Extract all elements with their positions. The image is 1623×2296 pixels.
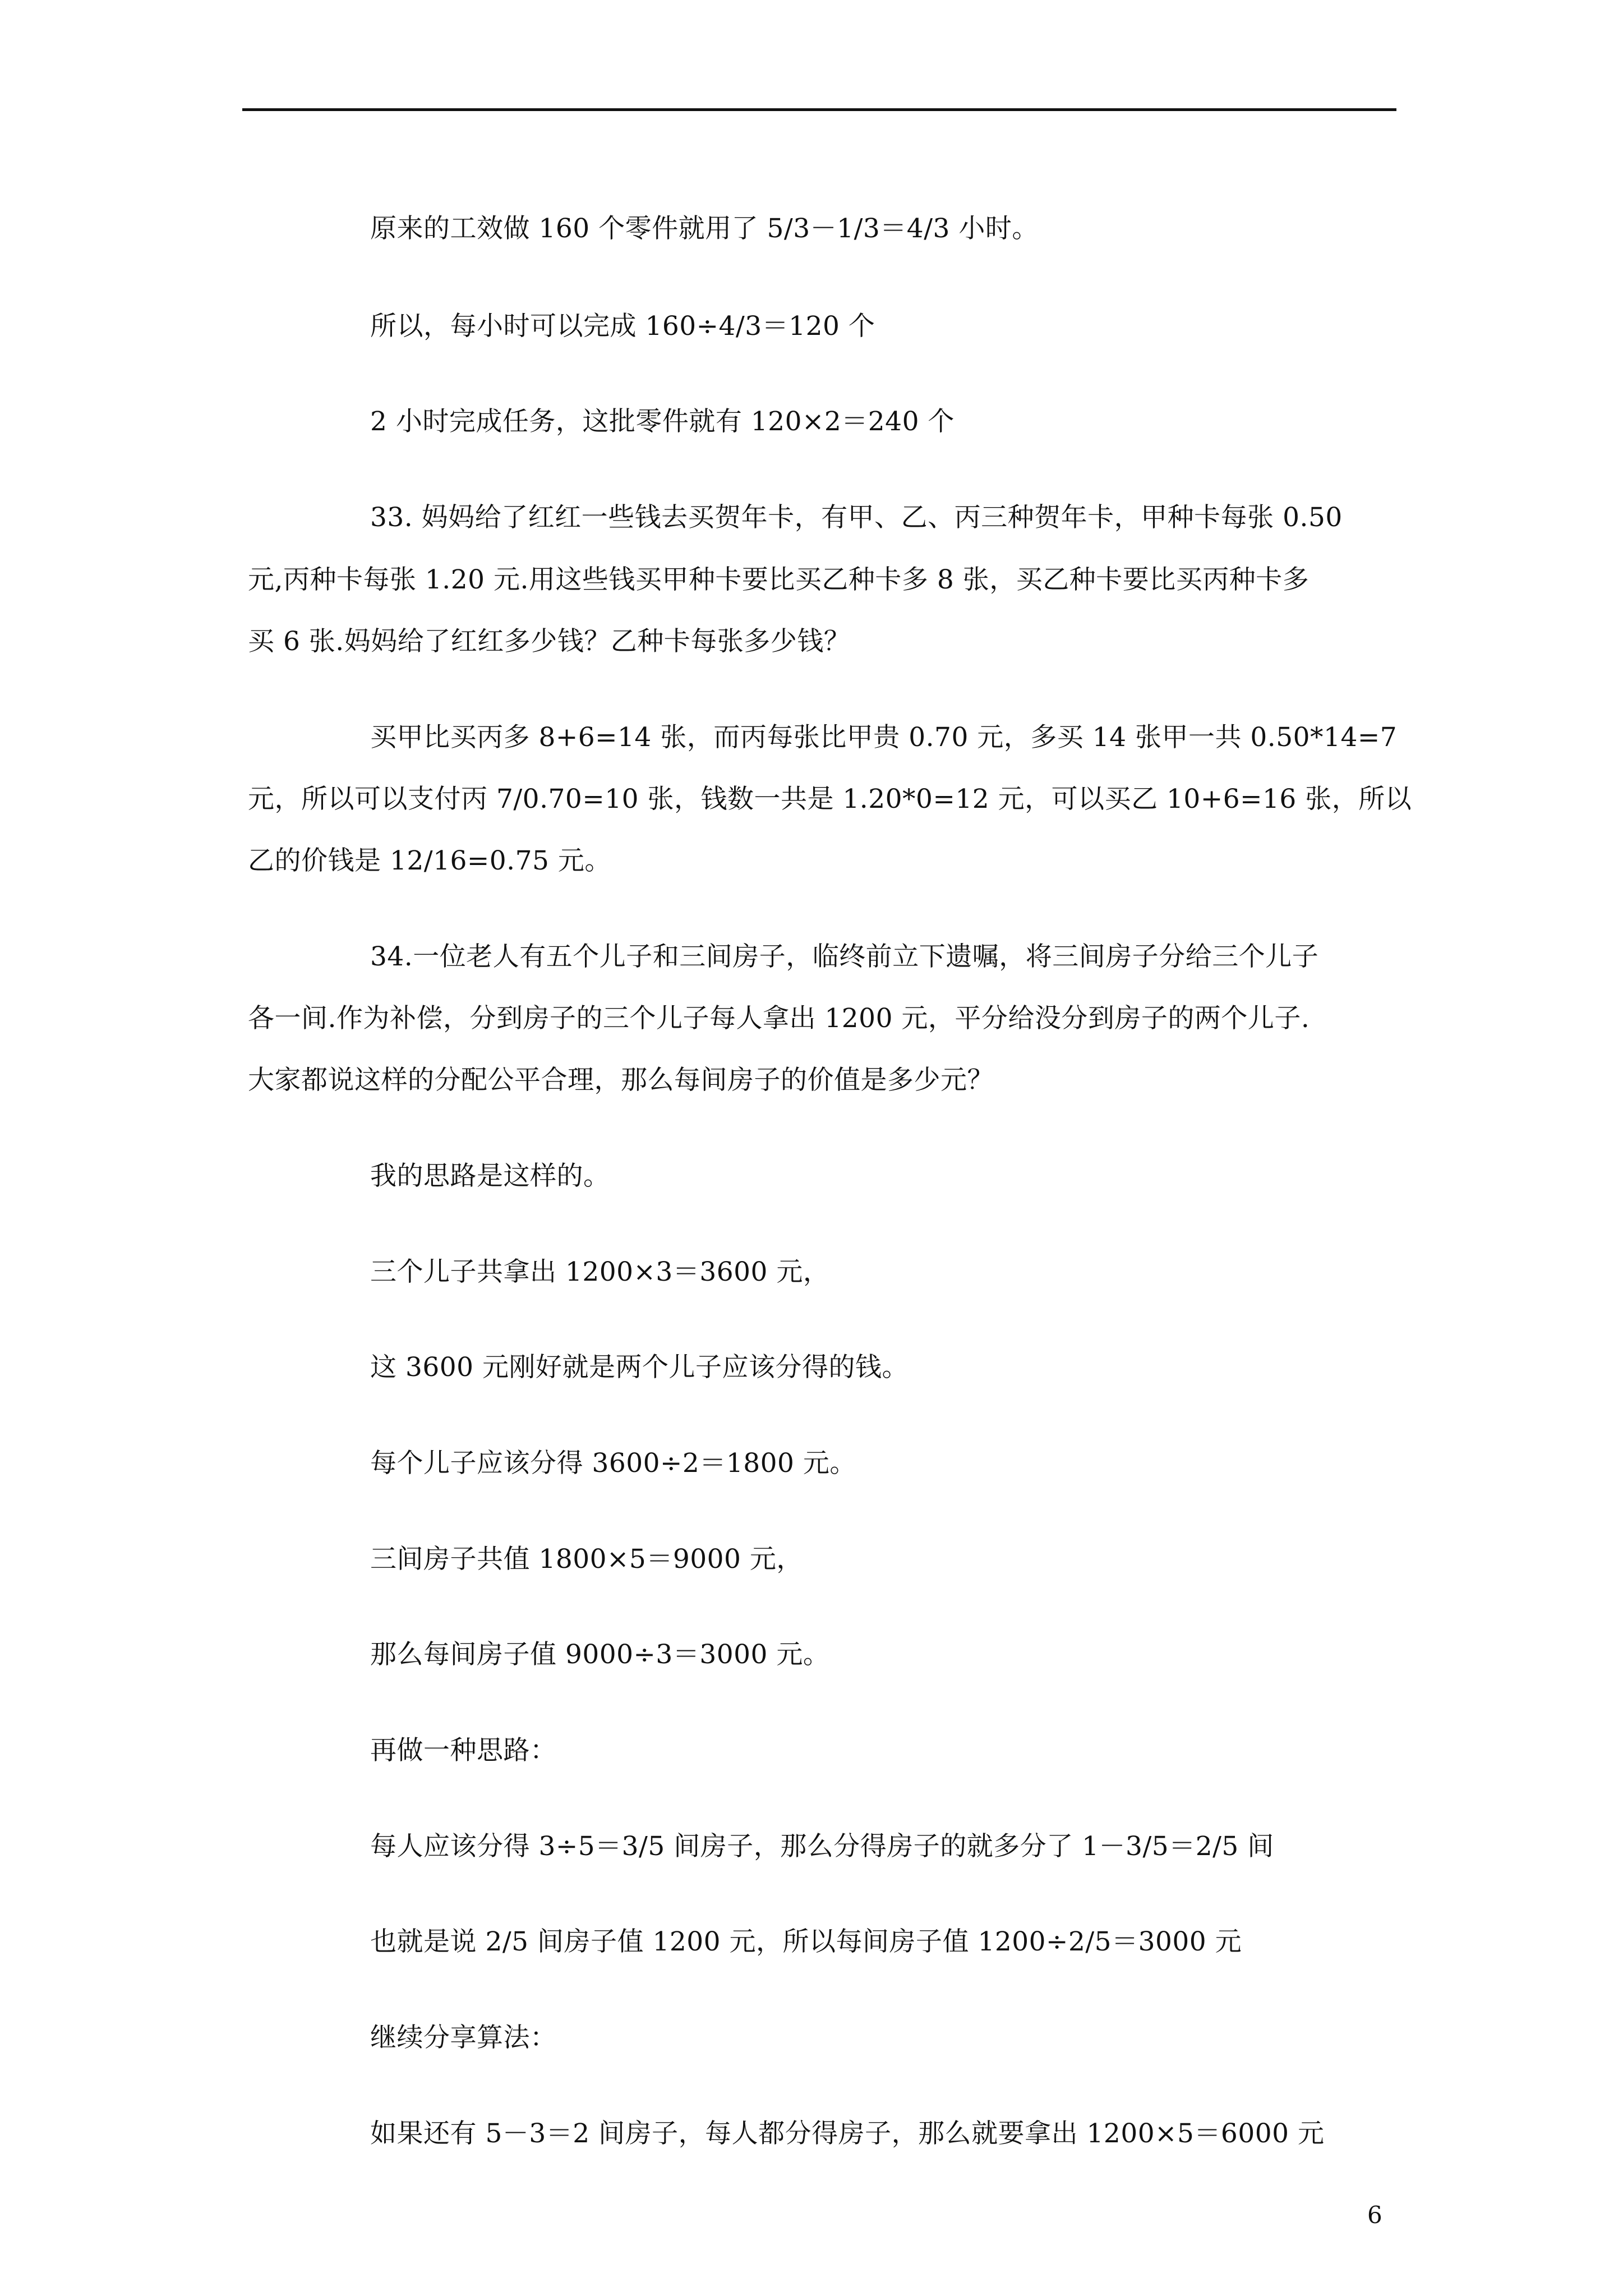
- text-line: 也就是说 2/5 间房子值 1200 元，所以每间房子值 1200÷2/5＝3000 元: [370, 1926, 1242, 1957]
- answer-33-line-1: 买甲比买丙多 8+6=14 张，而丙每张比甲贵 0.70 元，多买 14 张甲一共 0.50*14=7: [370, 722, 1398, 753]
- text-line: 三个儿子共拿出 1200×3＝3600 元，: [370, 1257, 830, 1287]
- text-line: 继续分享算法：: [370, 2022, 557, 2053]
- problem-34-line-2: 各一间.作为补偿，分到房子的三个儿子每人拿出 1200 元，平分给没分到房子的两个儿子.: [248, 1003, 1310, 1034]
- text-line: 再做一种思路：: [370, 1735, 557, 1766]
- text-line: 原来的工效做 160 个零件就用了 5/3－1/3＝4/3 小时。: [370, 213, 1039, 244]
- page-number: 6: [1367, 2201, 1382, 2229]
- text-line: 每个儿子应该分得 3600÷2＝1800 元。: [370, 1448, 856, 1479]
- text-line: 每人应该分得 3÷5＝3/5 间房子，那么分得房子的就多分了 1－3/5＝2/5 间: [370, 1831, 1274, 1862]
- text-line: 所以，每小时可以完成 160÷4/3＝120 个: [370, 311, 875, 342]
- text-line: 这 3600 元刚好就是两个儿子应该分得的钱。: [370, 1352, 909, 1383]
- header-rule: [242, 108, 1396, 111]
- answer-33-line-3: 乙的价钱是 12/16=0.75 元。: [248, 845, 611, 876]
- problem-34-line-1: 34.一位老人有五个儿子和三间房子，临终前立下遗嘱，将三间房子分给三个儿子: [370, 941, 1319, 972]
- text-line: 2 小时完成任务，这批零件就有 120×2＝240 个: [370, 406, 955, 437]
- problem-34-line-3: 大家都说这样的分配公平合理，那么每间房子的价值是多少元？: [248, 1065, 994, 1096]
- text-line: 我的思路是这样的。: [370, 1161, 610, 1191]
- answer-33-line-2: 元，所以可以支付丙 7/0.70=10 张，钱数一共是 1.20*0=12 元，可以买乙 10+6=16 张，所以: [248, 784, 1412, 815]
- problem-33-line-1: 33. 妈妈给了红红一些钱去买贺年卡，有甲、乙、丙三种贺年卡，甲种卡每张 0.50: [370, 502, 1343, 533]
- text-line: 那么每间房子值 9000÷3＝3000 元。: [370, 1639, 830, 1670]
- problem-33-line-2: 元,丙种卡每张 1.20 元.用这些钱买甲种卡要比买乙种卡多 8 张，买乙种卡要比买丙种卡多: [248, 564, 1310, 595]
- text-line: 如果还有 5－3＝2 间房子，每人都分得房子，那么就要拿出 1200×5＝6000 元: [370, 2118, 1325, 2149]
- problem-33-line-3: 买 6 张.妈妈给了红红多少钱？乙种卡每张多少钱？: [248, 626, 851, 657]
- text-line: 三间房子共值 1800×5＝9000 元，: [370, 1544, 803, 1575]
